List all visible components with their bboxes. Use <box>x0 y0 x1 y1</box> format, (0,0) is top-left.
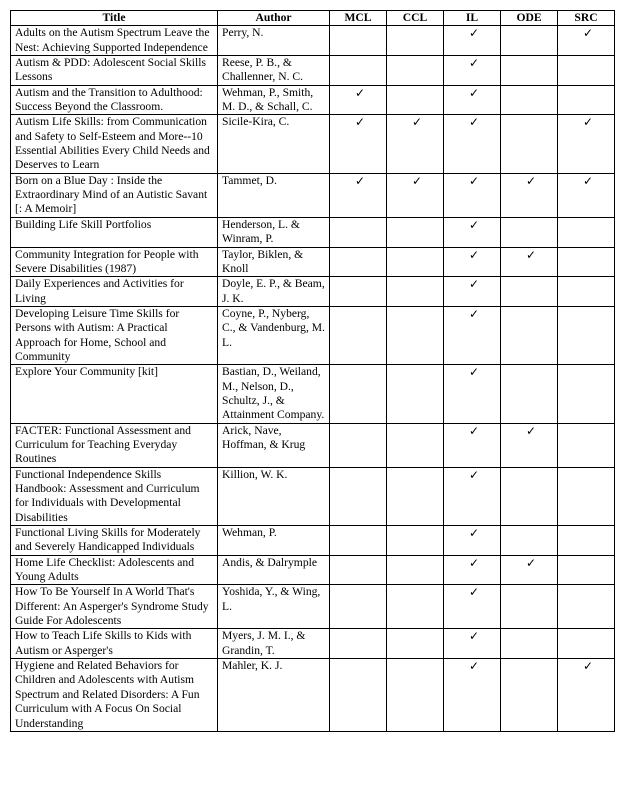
mark-cell <box>330 115 387 173</box>
mark-cell <box>444 526 501 556</box>
mark-cell <box>444 56 501 86</box>
title-cell: Born on a Blue Day : Inside the Extraordinary Mind of an Autistic Savant [: A Memoir] <box>11 173 218 217</box>
mark-cell <box>444 629 501 659</box>
checkmark-icon: ✓ <box>468 247 480 262</box>
mark-cell <box>558 85 615 115</box>
mark-cell <box>330 423 387 467</box>
mark-cell <box>501 56 558 86</box>
mark-cell <box>501 115 558 173</box>
title-cell: How To Be Yourself In A World That's Different: An Asperger's Syndrome Study Guide For Adolescents <box>11 585 218 629</box>
mark-cell <box>444 585 501 629</box>
mark-cell <box>330 173 387 217</box>
mark-cell <box>387 85 444 115</box>
title-cell: Developing Leisure Time Skills for Persons with Autism: A Practical Approach for Home, School and Community <box>11 306 218 364</box>
mark-cell <box>501 585 558 629</box>
mark-cell <box>558 173 615 217</box>
mark-cell <box>558 467 615 525</box>
table-row <box>11 659 615 732</box>
checkmark-icon: ✓ <box>468 555 480 570</box>
mark-cell <box>501 306 558 364</box>
title-cell: Functional Living Skills for Moderately and Severely Handicapped Individuals <box>11 526 218 556</box>
mark-cell <box>558 629 615 659</box>
checkmark-icon: ✓ <box>468 115 480 130</box>
mark-cell <box>558 365 615 423</box>
mark-cell <box>387 306 444 364</box>
checkmark-icon: ✓ <box>468 423 480 438</box>
table-row <box>11 85 615 115</box>
mark-cell <box>330 217 387 247</box>
mark-cell <box>387 277 444 307</box>
checkmark-icon: ✓ <box>354 115 366 130</box>
checkmark-icon: ✓ <box>525 247 537 262</box>
mark-cell <box>387 629 444 659</box>
mark-cell <box>444 365 501 423</box>
table-row <box>11 306 615 364</box>
author-cell: Andis, & Dalrymple <box>218 555 330 585</box>
mark-cell <box>330 247 387 277</box>
mark-cell <box>387 217 444 247</box>
mark-cell <box>558 555 615 585</box>
checkmark-icon: ✓ <box>468 467 480 482</box>
mark-cell <box>558 526 615 556</box>
mark-cell <box>330 277 387 307</box>
mark-cell <box>501 217 558 247</box>
mark-cell <box>330 659 387 732</box>
checkmark-icon: ✓ <box>525 173 537 188</box>
mark-cell <box>387 115 444 173</box>
author-cell: Mahler, K. J. <box>218 659 330 732</box>
title-cell: Daily Experiences and Activities for Living <box>11 277 218 307</box>
checkmark-icon: ✓ <box>582 26 594 41</box>
checkmark-icon: ✓ <box>582 115 594 130</box>
header-ccl: CCL <box>387 11 444 26</box>
mark-cell <box>501 526 558 556</box>
table-row <box>11 629 615 659</box>
mark-cell <box>444 26 501 56</box>
title-cell: Home Life Checklist: Adolescents and Young Adults <box>11 555 218 585</box>
table-row <box>11 277 615 307</box>
author-cell: Perry, N. <box>218 26 330 56</box>
checkmark-icon: ✓ <box>582 659 594 674</box>
resource-table <box>10 10 615 732</box>
checkmark-icon: ✓ <box>468 56 480 71</box>
table-row <box>11 56 615 86</box>
mark-cell <box>501 26 558 56</box>
author-cell: Yoshida, Y., & Wing, L. <box>218 585 330 629</box>
author-cell: Tammet, D. <box>218 173 330 217</box>
table-row <box>11 365 615 423</box>
mark-cell <box>444 467 501 525</box>
title-cell: How to Teach Life Skills to Kids with Autism or Asperger's <box>11 629 218 659</box>
table-row <box>11 217 615 247</box>
mark-cell <box>501 467 558 525</box>
table-row <box>11 467 615 525</box>
checkmark-icon: ✓ <box>525 555 537 570</box>
mark-cell <box>501 629 558 659</box>
mark-cell <box>444 247 501 277</box>
mark-cell <box>558 217 615 247</box>
mark-cell <box>501 247 558 277</box>
title-cell: FACTER: Functional Assessment and Curriculum for Teaching Everyday Routines <box>11 423 218 467</box>
header-title: Title <box>11 11 218 26</box>
mark-cell <box>330 526 387 556</box>
mark-cell <box>387 423 444 467</box>
mark-cell <box>444 555 501 585</box>
table-row <box>11 423 615 467</box>
checkmark-icon: ✓ <box>468 659 480 674</box>
author-cell: Coyne, P., Nyberg, C., & Vandenburg, M. L. <box>218 306 330 364</box>
mark-cell <box>387 365 444 423</box>
mark-cell <box>558 115 615 173</box>
author-cell: Henderson, L. & Winram, P. <box>218 217 330 247</box>
table-row <box>11 173 615 217</box>
checkmark-icon: ✓ <box>354 173 366 188</box>
header-ode: ODE <box>501 11 558 26</box>
title-cell: Autism and the Transition to Adulthood: Success Beyond the Classroom. <box>11 85 218 115</box>
mark-cell <box>444 277 501 307</box>
checkmark-icon: ✓ <box>468 365 480 380</box>
mark-cell <box>501 659 558 732</box>
checkmark-icon: ✓ <box>468 26 480 41</box>
checkmark-icon: ✓ <box>525 423 537 438</box>
header-il: IL <box>444 11 501 26</box>
mark-cell <box>387 247 444 277</box>
checkmark-icon: ✓ <box>468 526 480 541</box>
checkmark-icon: ✓ <box>468 277 480 292</box>
mark-cell <box>330 467 387 525</box>
mark-cell <box>558 247 615 277</box>
mark-cell <box>330 56 387 86</box>
table-row <box>11 526 615 556</box>
checkmark-icon: ✓ <box>468 629 480 644</box>
mark-cell <box>501 173 558 217</box>
mark-cell <box>558 26 615 56</box>
checkmark-icon: ✓ <box>468 217 480 232</box>
mark-cell <box>501 423 558 467</box>
mark-cell <box>444 85 501 115</box>
mark-cell <box>558 277 615 307</box>
mark-cell <box>330 26 387 56</box>
table-row <box>11 247 615 277</box>
header-mcl: MCL <box>330 11 387 26</box>
checkmark-icon: ✓ <box>582 173 594 188</box>
mark-cell <box>558 56 615 86</box>
author-cell: Reese, P. B., & Challenner, N. C. <box>218 56 330 86</box>
mark-cell <box>501 85 558 115</box>
mark-cell <box>330 85 387 115</box>
title-cell: Functional Independence Skills Handbook: Assessment and Curriculum for Individuals with Developmental Disabilities <box>11 467 218 525</box>
mark-cell <box>330 585 387 629</box>
author-cell: Doyle, E. P., & Beam, J. K. <box>218 277 330 307</box>
mark-cell <box>330 306 387 364</box>
author-cell: Arick, Nave, Hoffman, & Krug <box>218 423 330 467</box>
author-cell: Bastian, D., Weiland, M., Nelson, D., Schultz, J., & Attainment Company. <box>218 365 330 423</box>
mark-cell <box>387 26 444 56</box>
mark-cell <box>558 306 615 364</box>
mark-cell <box>444 659 501 732</box>
mark-cell <box>387 555 444 585</box>
header-author: Author <box>218 11 330 26</box>
header-src: SRC <box>558 11 615 26</box>
mark-cell <box>444 173 501 217</box>
author-cell: Myers, J. M. I., & Grandin, T. <box>218 629 330 659</box>
mark-cell <box>387 585 444 629</box>
checkmark-icon: ✓ <box>468 306 480 321</box>
checkmark-icon: ✓ <box>354 85 366 100</box>
title-cell: Building Life Skill Portfolios <box>11 217 218 247</box>
mark-cell <box>501 277 558 307</box>
author-cell: Wehman, P., Smith, M. D., & Schall, C. <box>218 85 330 115</box>
title-cell: Hygiene and Related Behaviors for Children and Adolescents with Autism Spectrum and Related Disorders: A Fun Curriculum with A Focus On Social Understanding <box>11 659 218 732</box>
title-cell: Autism Life Skills: from Communication and Safety to Self-Esteem and More--10 Essential Abilities Every Child Needs and Deserves to Learn <box>11 115 218 173</box>
mark-cell <box>444 306 501 364</box>
checkmark-icon: ✓ <box>411 173 423 188</box>
mark-cell <box>444 115 501 173</box>
mark-cell <box>330 555 387 585</box>
mark-cell <box>387 173 444 217</box>
header-row <box>11 11 615 26</box>
mark-cell <box>501 365 558 423</box>
checkmark-icon: ✓ <box>468 585 480 600</box>
mark-cell <box>387 659 444 732</box>
checkmark-icon: ✓ <box>468 173 480 188</box>
author-cell: Sicile-Kira, C. <box>218 115 330 173</box>
mark-cell <box>558 585 615 629</box>
mark-cell <box>387 526 444 556</box>
mark-cell <box>387 467 444 525</box>
table-row <box>11 555 615 585</box>
checkmark-icon: ✓ <box>468 85 480 100</box>
author-cell: Wehman, P. <box>218 526 330 556</box>
author-cell: Taylor, Biklen, & Knoll <box>218 247 330 277</box>
mark-cell <box>558 659 615 732</box>
mark-cell <box>330 629 387 659</box>
mark-cell <box>444 423 501 467</box>
table-row <box>11 115 615 173</box>
author-cell: Killion, W. K. <box>218 467 330 525</box>
mark-cell <box>501 555 558 585</box>
title-cell: Adults on the Autism Spectrum Leave the Nest: Achieving Supported Independence <box>11 26 218 56</box>
table-row <box>11 26 615 56</box>
mark-cell <box>330 365 387 423</box>
checkmark-icon: ✓ <box>411 115 423 130</box>
mark-cell <box>558 423 615 467</box>
title-cell: Community Integration for People with Severe Disabilities (1987) <box>11 247 218 277</box>
table-row <box>11 585 615 629</box>
title-cell: Explore Your Community [kit] <box>11 365 218 423</box>
mark-cell <box>444 217 501 247</box>
title-cell: Autism & PDD: Adolescent Social Skills Lessons <box>11 56 218 86</box>
mark-cell <box>387 56 444 86</box>
